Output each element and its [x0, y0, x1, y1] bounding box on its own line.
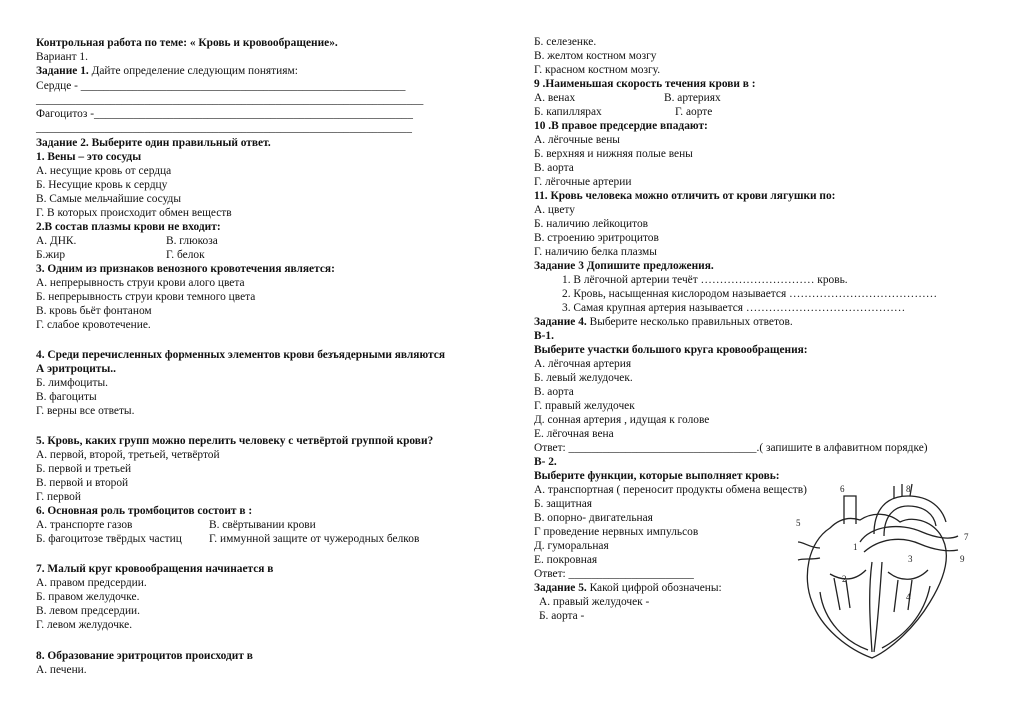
- option: Б. фагоцитозе твёрдых частиц: [36, 533, 182, 545]
- task4-heading: [534, 316, 793, 329]
- heart-number-label: 1: [853, 542, 858, 552]
- worksheet-title: Контрольная работа по теме: « Кровь и кровообращение».: [36, 37, 338, 49]
- option: В. аорта: [534, 162, 574, 174]
- option: А. несущие кровь от сердца: [36, 165, 172, 177]
- option: Б. лимфоциты.: [36, 377, 108, 389]
- septum-shape: [870, 562, 872, 652]
- sentence-fill-3[interactable]: 3. Самая крупная артерия называется ……………………………………: [562, 302, 906, 314]
- option: А. цвету: [534, 204, 575, 216]
- task5-label: Задание 5.: [534, 582, 587, 594]
- option: Б. Несущие кровь к сердцу: [36, 179, 168, 191]
- option: Б. верхняя и нижняя полые вены: [534, 148, 693, 160]
- option: Г. красном костном мозгу.: [534, 64, 661, 76]
- option: Г. первой: [36, 491, 81, 503]
- variant-b1-question: Выберите участки большого круга кровообращения:: [534, 344, 808, 356]
- question-10: 10 .В правое предсердие впадают:: [534, 120, 708, 132]
- phagocytosis-definition-line[interactable]: Фагоцитоз -________________________________________________________: [36, 108, 413, 120]
- heart-number-label: 9: [960, 554, 965, 564]
- sentence-fill-2[interactable]: 2. Кровь, насыщенная кислородом называется …………………………………: [562, 288, 938, 300]
- task3-heading: Задание 3 Допишите предложения.: [534, 260, 714, 272]
- task2-heading: Задание 2. Выберите один правильный ответ.: [36, 137, 271, 149]
- variant-b1-label: В-1.: [534, 330, 554, 342]
- task5-text: Какой цифрой обозначены:: [586, 582, 722, 594]
- heart-number-label: 2: [842, 574, 847, 584]
- option: Д. сонная артерия , идущая к голове: [534, 414, 710, 426]
- heart-number-label: 5: [796, 518, 801, 528]
- heart-diagram: [790, 482, 980, 662]
- task1-text: Дайте определение следующим понятиям:: [88, 65, 298, 77]
- heart-number-label: 7: [964, 532, 969, 542]
- option: Б. непрерывность струи крови темного цвета: [36, 291, 256, 303]
- task1-heading: [36, 65, 298, 78]
- option: В. желтом костном мозгу: [534, 50, 657, 62]
- option: В. кровь бьёт фонтаном: [36, 305, 152, 317]
- question-6: 6. Основная роль тромбоцитов состоит в :: [36, 505, 253, 517]
- option: А. ДНК.: [36, 235, 77, 247]
- option: В. Самые мельчайшие сосуды: [36, 193, 182, 205]
- heart-number-label: 8: [906, 484, 911, 494]
- option: Е. покровная: [534, 554, 598, 566]
- option: А. транспорте газов: [36, 519, 133, 531]
- option: Б. правом желудочке.: [36, 591, 140, 603]
- option: А. правом предсердии.: [36, 577, 147, 589]
- heart-number-label: 4: [906, 592, 911, 602]
- option: Б.жир: [36, 249, 66, 261]
- option: Г. правый желудочек: [534, 400, 635, 412]
- option: А эритроциты..: [36, 363, 116, 375]
- variant-b2-label: В- 2.: [534, 456, 557, 468]
- heart-outline: [807, 514, 946, 658]
- option: А. непрерывность струи крови алого цвета: [36, 277, 245, 289]
- option: Е. лёгочная вена: [534, 428, 614, 440]
- option: А. лёгочная артерия: [534, 358, 632, 370]
- answer-line[interactable]: ____________________________________________________________________: [36, 94, 424, 106]
- vena-cava-shape: [844, 496, 856, 524]
- option: В. первой и второй: [36, 477, 129, 489]
- question-2: 2.В состав плазмы крови не входит:: [36, 221, 221, 233]
- answer-line[interactable]: __________________________________________________________________: [36, 122, 412, 134]
- option: Б. левый желудочек.: [534, 372, 633, 384]
- option: А. печени.: [36, 664, 87, 676]
- sentence-fill-1[interactable]: 1. В лёгочной артерии течёт ………………………… кровь.: [562, 274, 848, 286]
- question-5: 5. Кровь, каких групп можно перелить человеку с четвёртой группой крови?: [36, 435, 434, 447]
- option: Д. гуморальная: [534, 540, 609, 552]
- option: В. аорта: [534, 386, 574, 398]
- option: А. венах: [534, 92, 576, 104]
- task4-text: Выберите несколько правильных ответов.: [586, 316, 793, 328]
- question-7: 7. Малый круг кровообращения начинается в: [36, 563, 274, 575]
- option: В. строению эритроцитов: [534, 232, 659, 244]
- option: Б. селезенке.: [534, 36, 597, 48]
- option: Г. слабое кровотечение.: [36, 319, 151, 331]
- option: Г. аорте: [675, 106, 713, 118]
- option: В. опорно- двигательная: [534, 512, 653, 524]
- option: А. первой, второй, третьей, четвёртой: [36, 449, 220, 461]
- question-3: 3. Одним из признаков венозного кровотечения является:: [36, 263, 335, 275]
- answer-field-b2[interactable]: Ответ: ______________________: [534, 568, 694, 580]
- option: А. транспортная ( переносит продукты обмена веществ): [534, 484, 807, 496]
- task5-item-b[interactable]: Б. аорта -: [539, 610, 585, 622]
- option: Г. наличию белка плазмы: [534, 246, 657, 258]
- heart-definition-line[interactable]: Сердце - _________________________________________________________: [36, 80, 406, 92]
- task4-label: Задание 4.: [534, 316, 587, 328]
- option: Б. наличию лейкоцитов: [534, 218, 649, 230]
- option: В. левом предсердии.: [36, 605, 140, 617]
- heart-number-label: 6: [840, 484, 845, 494]
- option: В. артериях: [664, 92, 721, 104]
- option: Г проведение нервных импульсов: [534, 526, 699, 538]
- option: Г. иммунной защите от чужеродных белков: [209, 533, 420, 545]
- option: Б. защитная: [534, 498, 593, 510]
- heart-number-label: 3: [908, 554, 913, 564]
- option: Г. белок: [166, 249, 205, 261]
- variant-b2-question: Выберите функции, которые выполняет кровь:: [534, 470, 780, 482]
- option: Г. В которых происходит обмен веществ: [36, 207, 232, 219]
- question-9: 9 .Наименьшая скорость течения крови в :: [534, 78, 756, 90]
- option: А. лёгочные вены: [534, 134, 620, 146]
- option: Б. капиллярах: [534, 106, 602, 118]
- question-4: 4. Среди перечисленных форменных элементов крови безъядерными являются: [36, 349, 445, 361]
- option: В. свёртывании крови: [209, 519, 316, 531]
- option: Г. левом желудочке.: [36, 619, 133, 631]
- option: В. фагоциты: [36, 391, 97, 403]
- option: В. глюкоза: [166, 235, 218, 247]
- option: Г. верны все ответы.: [36, 405, 135, 417]
- answer-field-b1[interactable]: Ответ: _________________________________.( запишите в алфавитном порядке): [534, 442, 928, 454]
- option: Б. первой и третьей: [36, 463, 132, 475]
- option: Г. лёгочные артерии: [534, 176, 632, 188]
- variant-label: Вариант 1.: [36, 51, 88, 63]
- question-8: 8. Образование эритроцитов происходит в: [36, 650, 253, 662]
- question-1: 1. Вены – это сосуды: [36, 151, 142, 163]
- question-11: 11. Кровь человека можно отличить от крови лягушки по:: [534, 190, 836, 202]
- task5-heading: [534, 582, 722, 595]
- task5-item-a[interactable]: А. правый желудочек -: [539, 596, 650, 608]
- task1-label: Задание 1.: [36, 65, 89, 77]
